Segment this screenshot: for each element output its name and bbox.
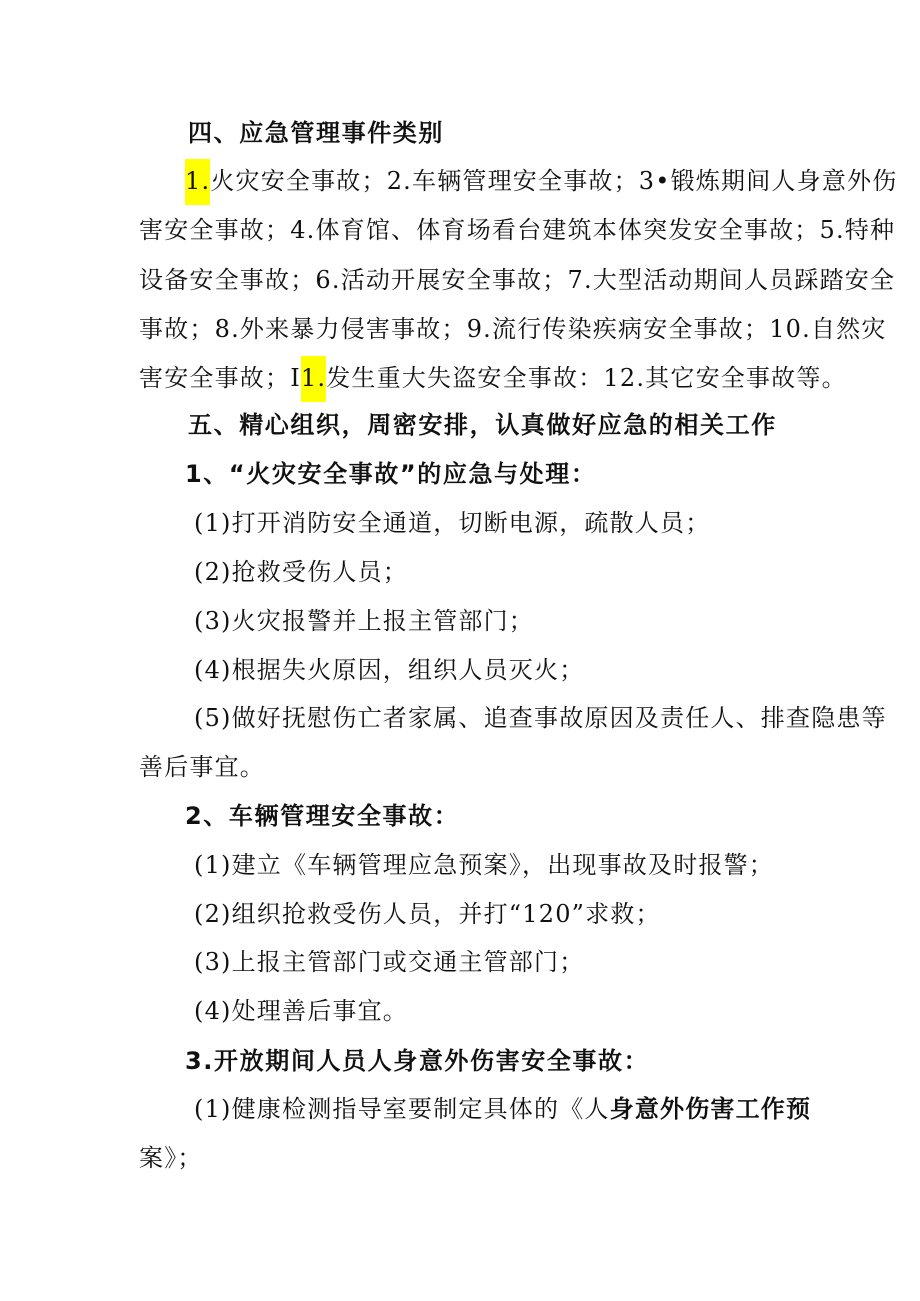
list-item: (2)组织抢救受伤人员，并打“120”求救； <box>194 900 661 928</box>
list-item: (3)火灾报警并上报主管部门； <box>194 607 534 635</box>
list-item: (1)打开消防安全通道，切断电源，疏散人员； <box>194 509 711 537</box>
subheading-fire-accident: 1、“火灾安全事故”的应急与处理： <box>185 460 597 488</box>
list-item: (3)上报主管部门或交通主管部门； <box>194 948 585 976</box>
subheading-vehicle-accident: 2、车辆管理安全事故： <box>185 802 460 830</box>
highlighted-number: 1. <box>301 356 326 402</box>
paragraph-line: 设备安全事故；6.活动开展安全事故；7.大型活动期间人员踩踏安全 <box>139 266 896 294</box>
paragraph-line <box>139 363 847 393</box>
section-heading-organization: 五、精心组织，周密安排，认真做好应急的相关工作 <box>188 411 777 439</box>
list-item: (1)建立《车辆管理应急预案》，出现事故及时报警； <box>194 851 774 879</box>
paragraph-line <box>185 166 897 196</box>
subheading-personal-injury: 3.开放期间人员人身意外伤害安全事故： <box>185 1047 650 1075</box>
paragraph-line: 事故；8.外来暴力侵害事故；9.流行传染疾病安全事故；10.自然灾 <box>139 315 887 343</box>
list-item: (5)做好抚慰伤亡者家属、追查事故原因及责任人、排查隐患等 <box>194 704 887 732</box>
list-item <box>194 1094 811 1124</box>
list-item-bold-text: 身意外伤害工作预 <box>609 1095 812 1123</box>
paragraph-text: 害安全事故；I <box>139 364 301 392</box>
list-item: (2)抢救受伤人员； <box>194 558 408 586</box>
paragraph-text: 发生重大失盗安全事故：12.其它安全事故等。 <box>326 364 847 392</box>
list-item-continuation: 案》； <box>139 1144 203 1172</box>
list-item-text: (1)健康检测指导室要制定具体的《人 <box>194 1095 610 1123</box>
highlighted-number: 1. <box>185 159 210 205</box>
list-item-continuation: 善后事宜。 <box>139 753 265 781</box>
section-heading-emergency-categories: 四、应急管理事件类别 <box>188 119 444 147</box>
paragraph-line: 害安全事故；4.体育馆、体育场看台建筑本体突发安全事故；5.特种 <box>139 216 896 244</box>
list-item: (4)根据失火原因，组织人员灭火； <box>194 656 585 684</box>
list-item: (4)处理善后事宜。 <box>194 997 408 1025</box>
paragraph-text: 火灾安全事故；2.车辆管理安全事故；3•锻炼期间人身意外伤 <box>210 167 898 195</box>
